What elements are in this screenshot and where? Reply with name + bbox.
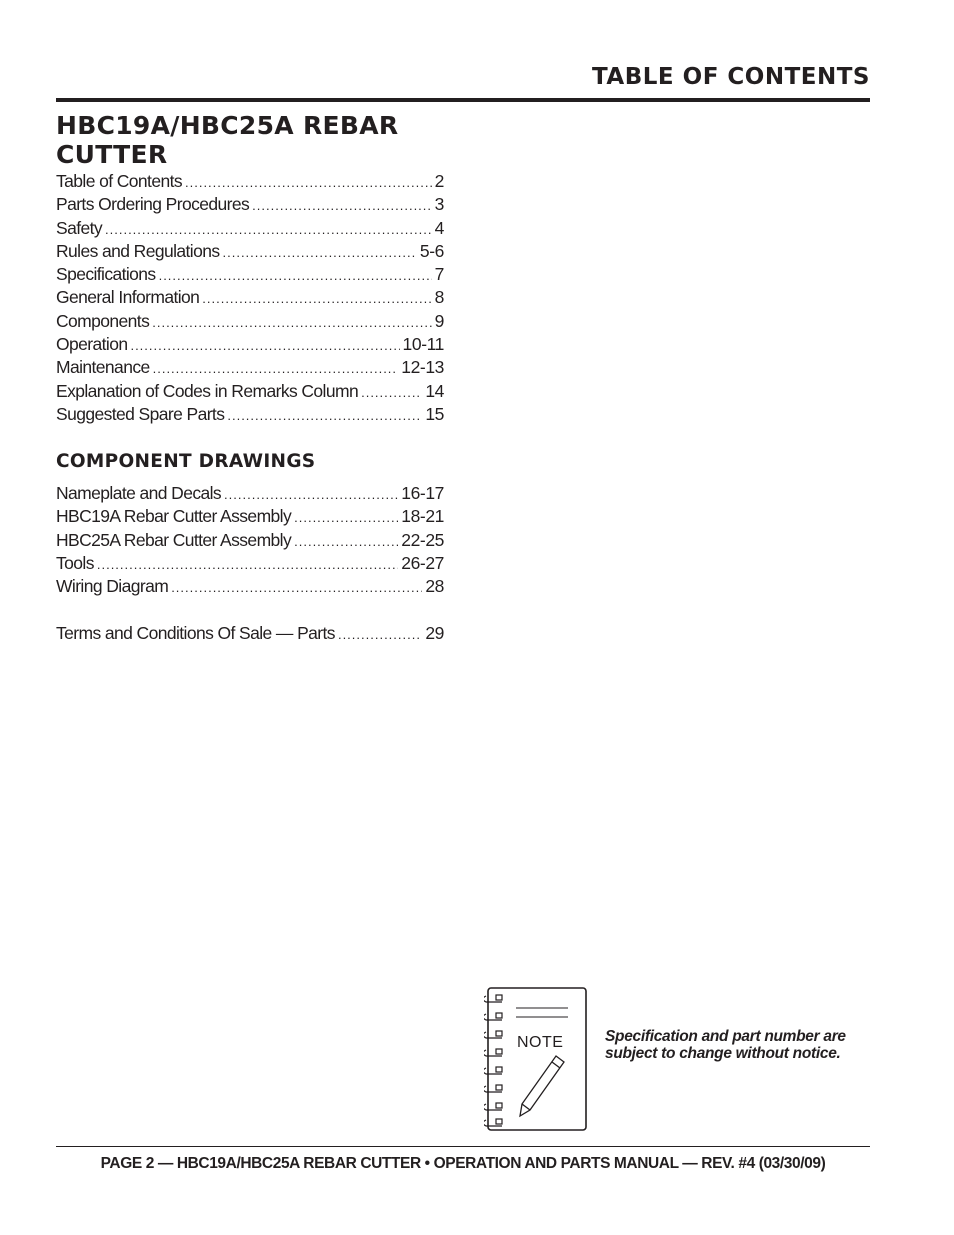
toc-entry-page: 14 (425, 380, 444, 401)
dot-leader (152, 315, 431, 330)
toc-entry[interactable] (56, 334, 444, 357)
toc-entry-title: Operation (56, 334, 128, 355)
toc-entry-title: Tools (56, 552, 94, 573)
toc-entry[interactable] (56, 506, 444, 529)
toc-entry[interactable] (56, 241, 444, 264)
toc-entry[interactable] (56, 530, 444, 553)
toc-entry-title: Parts Ordering Procedures (56, 194, 250, 215)
footer-rule (56, 1146, 870, 1147)
toc-entry[interactable] (56, 218, 444, 241)
toc-entry-title: HBC25A Rebar Cutter Assembly (56, 529, 292, 550)
dot-leader (227, 408, 422, 423)
toc-entry-page: 29 (425, 623, 444, 643)
dot-leader (171, 580, 422, 595)
toc-entry-page: 10-11 (402, 334, 444, 355)
toc-entry[interactable] (56, 381, 444, 404)
dot-leader (252, 198, 432, 213)
toc-entry-page: 8 (434, 287, 444, 308)
dot-leader (185, 175, 432, 190)
toc-entry-page: 18-21 (401, 506, 444, 527)
toc-list (56, 171, 444, 427)
dot-leader (223, 245, 417, 260)
toc-entry-title: Components (56, 310, 150, 331)
toc-entry-page: 5-6 (419, 240, 444, 261)
header-title: TABLE OF CONTENTS (592, 64, 870, 90)
dot-leader (224, 487, 398, 502)
drawings-list (56, 483, 444, 599)
note-text: Specification and part number are subject to change without notice. (605, 1028, 846, 1062)
toc-entry-page: 2 (434, 171, 444, 191)
toc-entry[interactable] (56, 311, 444, 334)
toc-entry-title: Maintenance (56, 357, 150, 378)
toc-entry-title: Specifications (56, 264, 156, 285)
toc-entry-page: 12-13 (401, 357, 444, 378)
toc-entry-title: Suggested Spare Parts (56, 403, 225, 424)
toc-entry[interactable] (56, 576, 444, 599)
dot-leader (130, 338, 399, 353)
toc-entry-title: Safety (56, 217, 103, 238)
toc-entry[interactable] (56, 553, 444, 576)
toc-entry-page: 26-27 (401, 552, 444, 573)
toc-entry-page: 3 (434, 194, 444, 215)
dot-leader (97, 557, 398, 572)
toc-entry-title: Terms and Conditions Of Sale — Parts (56, 623, 335, 643)
toc-entry[interactable] (56, 357, 444, 380)
toc-entry-title: Explanation of Codes in Remarks Column (56, 380, 359, 401)
toc-entry-title: General Information (56, 287, 200, 308)
toc-entry-page: 7 (434, 264, 444, 285)
dot-leader (153, 361, 399, 376)
toc-entry-page: 28 (425, 576, 444, 597)
toc-entry-page: 4 (434, 217, 444, 238)
toc-entry-title: Wiring Diagram (56, 576, 169, 597)
document-title: HBC19A/HBC25A REBAR CUTTER (56, 111, 399, 169)
dot-leader (294, 510, 398, 525)
dot-leader (105, 222, 432, 237)
dot-leader (202, 291, 431, 306)
note-icon-label: NOTE (517, 1034, 564, 1051)
toc-entry[interactable] (56, 264, 444, 287)
toc-entry-page: 16-17 (401, 483, 444, 503)
toc-entry-title: Nameplate and Decals (56, 483, 222, 503)
toc-entry-title: Table of Contents (56, 171, 182, 191)
toc-entry-page: 15 (425, 403, 444, 424)
dot-leader (361, 385, 422, 400)
toc-entry-page: 9 (434, 310, 444, 331)
dot-leader (338, 627, 422, 642)
page-footer: PAGE 2 — HBC19A/HBC25A REBAR CUTTER • OPERATION AND PARTS MANUAL — REV. #4 (03/30/09) (100, 1155, 826, 1172)
toc-entry[interactable] (56, 194, 444, 217)
dot-leader (159, 268, 432, 283)
dot-leader (294, 534, 398, 549)
toc-entry[interactable] (56, 623, 444, 646)
toc-entry[interactable] (56, 404, 444, 427)
toc-entry-page: 22-25 (401, 529, 444, 550)
terms-list (56, 623, 444, 646)
toc-entry[interactable] (56, 287, 444, 310)
toc-entry-title: Rules and Regulations (56, 240, 220, 261)
toc-entry[interactable] (56, 483, 444, 506)
notebook-pencil-icon (484, 986, 588, 1132)
toc-entry[interactable] (56, 171, 444, 194)
page-header (56, 62, 870, 102)
drawings-heading: COMPONENT DRAWINGS (56, 451, 316, 472)
toc-entry-title: HBC19A Rebar Cutter Assembly (56, 506, 292, 527)
